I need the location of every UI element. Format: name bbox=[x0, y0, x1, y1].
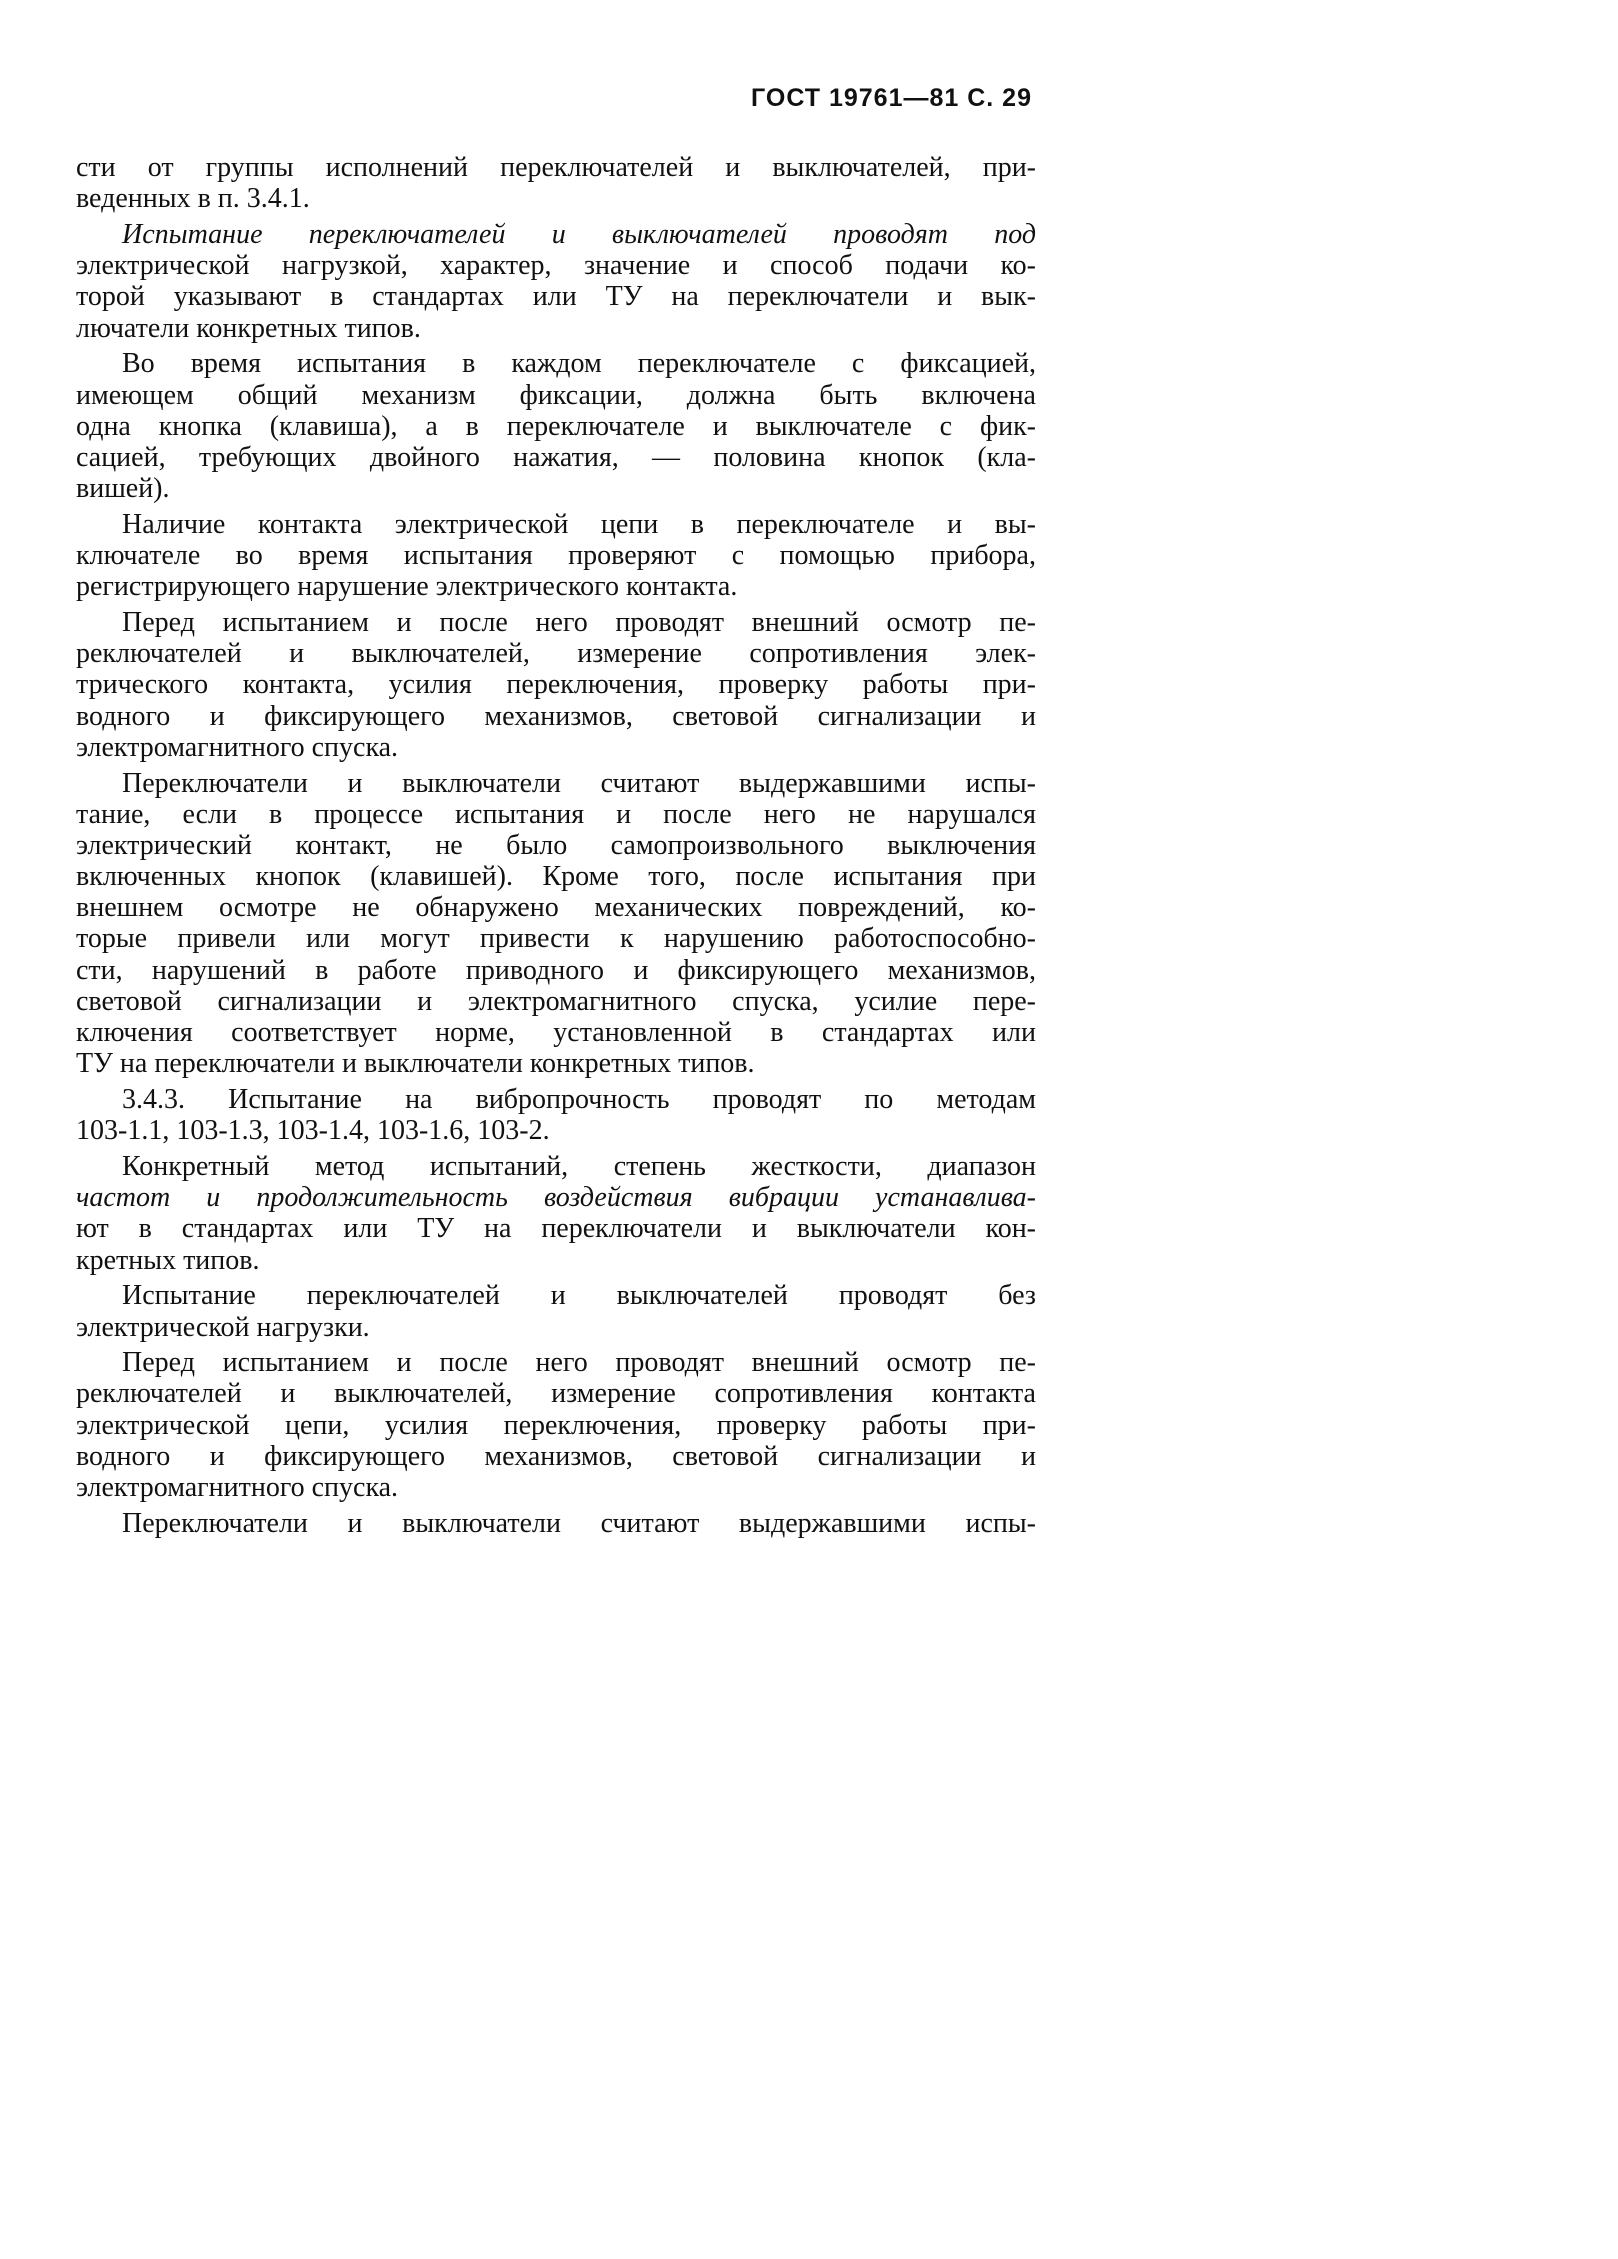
text-line: торые привели или могут привести к нарушению работоспособно- bbox=[76, 923, 1036, 955]
text-line: ключения соответствует норме, установленной в стандартах или bbox=[76, 1017, 1036, 1049]
document-page bbox=[0, 0, 1132, 1600]
text-line: сти, нарушений в работе приводного и фиксирующего механизмов, bbox=[76, 954, 1036, 986]
text-line: веденных в п. 3.4.1. bbox=[76, 183, 310, 215]
text-line: лючатели конкретных типов. bbox=[76, 312, 421, 344]
text-line: частот и продолжительность воздействия вибрации устанавлива- bbox=[76, 1182, 1036, 1214]
text-line: ключателе во время испытания проверяют с помощью прибора, bbox=[76, 540, 1036, 572]
text-line: 3.4.3. Испытание на вибропрочность проводят по методам bbox=[122, 1084, 1036, 1115]
text-line: Во время испытания в каждом переключателе с фиксацией, bbox=[122, 348, 1036, 380]
text-line: Наличие контакта электрической цепи в переключателе и вы- bbox=[122, 508, 1036, 540]
text-line: световой сигнализации и электромагнитного спуска, усилие пере- bbox=[76, 985, 1036, 1017]
text-line: электрической нагрузкой, характер, значение и способ подачи ко- bbox=[76, 250, 1036, 282]
text-line: ТУ на переключатели и выключатели конкретных типов. bbox=[76, 1048, 755, 1080]
text-line: сацией, требующих двойного нажатия, — половина кнопок (кла- bbox=[76, 441, 1036, 473]
text-line: внешнем осмотре не обнаружено механических повреждений, ко- bbox=[76, 892, 1036, 924]
text-line: имеющем общий механизм фиксации, должна быть включена bbox=[76, 379, 1036, 411]
text-line: Испытание переключателей и выключателей проводят без bbox=[122, 1280, 1036, 1312]
text-line: электрической цепи, усилия переключения, проверку работы при- bbox=[76, 1409, 1036, 1441]
text-line: 103-1.1, 103-1.3, 103-1.4, 103-1.6, 103-2. bbox=[76, 1115, 550, 1147]
text-line: вишей). bbox=[76, 473, 170, 505]
text-line: Перед испытанием и после него проводят внешний осмотр пе- bbox=[122, 1347, 1036, 1379]
text-line: Переключатели и выключатели считают выдержавшими испы- bbox=[122, 767, 1036, 799]
text-line: Перед испытанием и после него проводят внешний осмотр пе- bbox=[122, 607, 1036, 638]
text-line: реключателей и выключателей, измерение сопротивления контакта bbox=[76, 1378, 1036, 1410]
text-line: Переключатели и выключатели считают выдержавшими испы- bbox=[122, 1507, 1036, 1539]
text-line: электромагнитного спуска. bbox=[76, 1472, 399, 1504]
text-line: торой указывают в стандартах или ТУ на переключатели и вык- bbox=[76, 281, 1036, 313]
text-line: сти от группы исполнений переключателей и выключателей, при- bbox=[76, 152, 1036, 183]
text-line: электрический контакт, не было самопроизвольного выключения bbox=[76, 829, 1036, 861]
text-line: тание, если в процессе испытания и после него не нарушался bbox=[76, 798, 1036, 830]
body-text bbox=[76, 152, 1036, 1539]
text-line: реключателей и выключателей, измерение сопротивления элек- bbox=[76, 638, 1036, 670]
text-line: электромагнитного спуска. bbox=[76, 731, 399, 763]
text-line: Испытание переключателей и выключателей проводят под bbox=[122, 218, 1036, 250]
text-line: трического контакта, усилия переключения, проверку работы при- bbox=[76, 669, 1036, 701]
text-line: регистрирующего нарушение электрического контакта. bbox=[76, 571, 738, 603]
text-line: ют в стандартах или ТУ на переключатели и выключатели кон- bbox=[76, 1213, 1036, 1245]
text-line: одна кнопка (клавиша), а в переключателе и выключателе с фик- bbox=[76, 410, 1036, 442]
page-header: ГОСТ 19761—81 С. 29 bbox=[751, 84, 1032, 112]
text-line: кретных типов. bbox=[76, 1244, 260, 1276]
text-line: включенных кнопок (клавишей). Кроме того, после испытания при bbox=[76, 861, 1036, 893]
text-line: электрической нагрузки. bbox=[76, 1311, 370, 1343]
text-line: водного и фиксирующего механизмов, световой сигнализации и bbox=[76, 700, 1036, 732]
text-line: водного и фиксирующего механизмов, световой сигнализации и bbox=[76, 1440, 1036, 1472]
text-line: Конкретный метод испытаний, степень жесткости, диапазон bbox=[122, 1150, 1036, 1182]
